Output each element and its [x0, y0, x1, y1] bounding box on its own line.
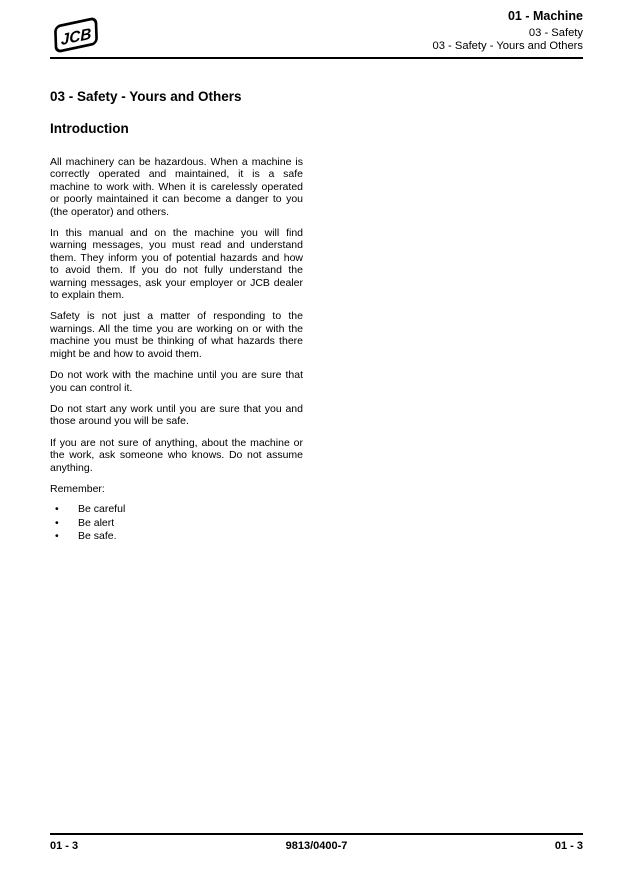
header-section: 03 - Safety: [528, 27, 583, 39]
bullet-text: Be safe.: [78, 529, 117, 542]
paragraph-4: Do not work with the machine until you are sure that you can control it.: [50, 369, 303, 394]
section-heading: Introduction: [50, 121, 129, 136]
header-subsection: 03 - Safety - Yours and Others: [432, 39, 583, 52]
footer-page-number-left: 01 - 3: [50, 840, 79, 852]
list-item: [50, 503, 303, 516]
paragraph-2: In this manual and on the machine you will find warning messages, you must read and understand them. They inform you of potential hazards and how to avoid them. If you do not fully understand the warning messages, ask your employer or JCB dealer to explain them.: [50, 227, 303, 302]
bullet-list: [50, 503, 303, 543]
footer-rule: [50, 833, 583, 835]
paragraph-6: If you are not sure of anything, about the machine or the work, ask someone who knows. Do not assume anything.: [50, 436, 303, 474]
footer-publication-number: 9813/0400-7: [285, 840, 348, 852]
list-item: [50, 530, 303, 543]
content-column: [50, 89, 303, 543]
paragraph-1: All machinery can be hazardous. When a machine is correctly operated and maintained, it is a safe machine to work with. When it is carelessly operated or poorly maintained it can become a danger to you (the operator) and others.: [50, 156, 303, 218]
footer: [50, 840, 583, 852]
jcb-logo: [48, 14, 104, 56]
bullet-marker: •: [55, 503, 59, 516]
paragraph-3: Safety is not just a matter of responding to the warnings. All the time you are working on or with the machine you must be thinking of what hazards there might be and how to avoid them.: [50, 310, 303, 360]
header-rule: [50, 57, 583, 59]
jcb-logo-graphic: [48, 14, 104, 56]
footer-page-number-right: 01 - 3: [554, 840, 583, 852]
page-title: 03 - Safety - Yours and Others: [50, 89, 242, 104]
jcb-logo-text: JCB: [60, 25, 92, 50]
header-chapter: 01 - Machine: [507, 9, 583, 23]
bullet-marker: •: [55, 516, 59, 529]
remember-label: Remember:: [50, 482, 105, 495]
paragraph-5: Do not start any work until you are sure that you and those around you will be safe.: [50, 402, 303, 428]
bullet-text: Be careful: [78, 503, 126, 516]
bullet-text: Be alert: [78, 516, 115, 529]
bullet-marker: •: [55, 529, 59, 542]
header-meta: [433, 9, 584, 52]
list-item: [50, 517, 303, 530]
